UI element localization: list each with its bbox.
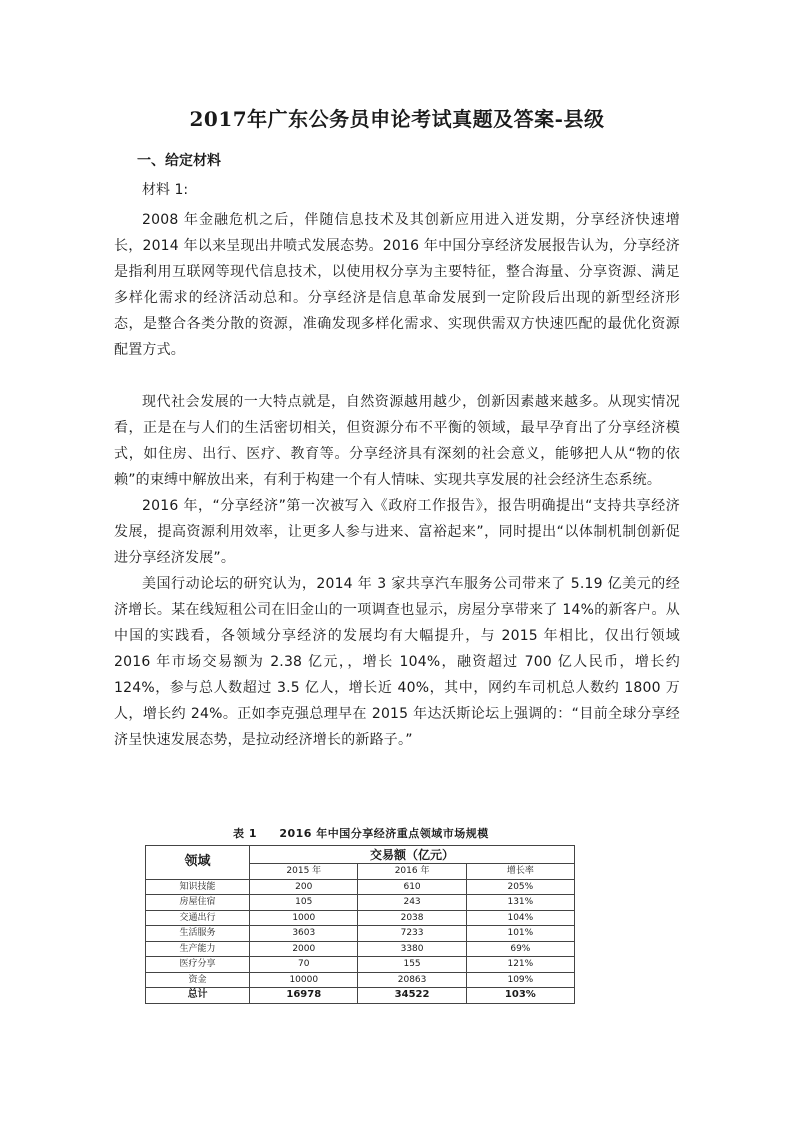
cell-growth: 104% [466, 910, 574, 926]
market-table-block [145, 825, 575, 1004]
cell-2015: 200 [250, 879, 358, 895]
header-2016: 2016 年 [358, 864, 466, 880]
cell-growth: 121% [466, 957, 574, 973]
paragraph-3: 2016 年，“分享经济”第一次被写入《政府工作报告》，报告明确提出“支持共享经济发展，提高资源利用效率，让更多人参与进来、富裕起来”，同时提出“以体制机制创新促进分享经济发展”。 [114, 498, 680, 566]
total-2016: 34522 [358, 988, 466, 1004]
table-total-row [146, 988, 575, 1004]
cell-field: 交通出行 [146, 910, 250, 926]
table-row [146, 941, 575, 957]
document-title: 2017年广东公务员申论考试真题及答案-县级 [189, 107, 605, 131]
paragraph-1: 2008 年金融危机之后，伴随信息技术及其创新应用进入迸发期，分享经济快速增长，2014 年以来呈现出井喷式发展态势。2016 年中国分享经济发展报告认为，分享经济是指利用互联网等现代信息技术，以使用权分享为主要特征，整合海量、分享资源、满足多样化需求的经济活动总和。分享经济是信息革命发展到一定阶段后出现的新型经济形态，是整合各类分散的资源，准确发现多样化需求、实现供需双方快速匹配的最优化资源配置方式。 [114, 212, 680, 358]
cell-field: 房屋住宿 [146, 895, 250, 911]
total-2015: 16978 [250, 988, 358, 1004]
cell-2015: 1000 [250, 910, 358, 926]
cell-field: 生产能力 [146, 941, 250, 957]
cell-2016: 243 [358, 895, 466, 911]
paragraph-gap [114, 363, 680, 389]
cell-field: 知识技能 [146, 879, 250, 895]
cell-2016: 610 [358, 879, 466, 895]
total-label: 总计 [146, 988, 250, 1004]
table-row [146, 879, 575, 895]
table-row [146, 895, 575, 911]
cell-2015: 70 [250, 957, 358, 973]
cell-2015: 2000 [250, 941, 358, 957]
cell-field: 生活服务 [146, 926, 250, 942]
table-body [146, 879, 575, 1003]
table-row [146, 926, 575, 942]
cell-2016: 7233 [358, 926, 466, 942]
cell-growth: 101% [466, 926, 574, 942]
cell-field: 资金 [146, 972, 250, 988]
section-heading: 一、给定材料 [137, 153, 221, 169]
cell-2016: 155 [358, 957, 466, 973]
cell-2015: 105 [250, 895, 358, 911]
table-caption-text: 2016 年中国分享经济重点领域市场规模 [279, 827, 489, 840]
header-transaction-volume: 交易额（亿元） [250, 846, 575, 864]
header-2015: 2015 年 [250, 864, 358, 880]
table-row [146, 910, 575, 926]
table-caption-number: 表 1 [233, 827, 257, 840]
table-row [146, 957, 575, 973]
header-field: 领域 [146, 846, 250, 880]
paragraph-2: 现代社会发展的一大特点就是，自然资源越用越少，创新因素越来越多。从现实情况看，正是在与人们的生活密切相关，但资源分布不平衡的领域，最早孕育出了分享经济模式，如住房、出行、医疗、教育等。分享经济具有深刻的社会意义，能够把人从“物的依赖”的束缚中解放出来，有利于构建一个有人情味、实现共享发展的社会经济生态系统。 [114, 394, 680, 488]
table-row [146, 972, 575, 988]
cell-2016: 3380 [358, 941, 466, 957]
cell-growth: 69% [466, 941, 574, 957]
header-growth: 增长率 [466, 864, 574, 880]
paragraph-4: 美国行动论坛的研究认为，2014 年 3 家共享汽车服务公司带来了 5.19 亿美元的经济增长。某在线短租公司在旧金山的一项调查也显示，房屋分享带来了 14%的新客户。从中国的实践看，各领域分享经济的发展均有大幅提升，与 2015 年相比，仅出行领域 2016 年市场交易额为 2.38 亿元，，增长 104%，融资超过 700 亿人民币，增长约 124%，参与总人数超过 3.5 亿人，增长近 40%，其中，网约车司机总人数约 1800 万人，增长约 24%。正如李克强总理早在 2015 年达沃斯论坛上强调的：“目前全球分享经济呈快速发展态势，是拉动经济增长的新路子。” [114, 576, 680, 748]
market-size-table [145, 845, 575, 1004]
cell-2016: 2038 [358, 910, 466, 926]
cell-2015: 3603 [250, 926, 358, 942]
table-caption [233, 825, 575, 841]
cell-growth: 205% [466, 879, 574, 895]
cell-2016: 20863 [358, 972, 466, 988]
material-label: 材料 1: [142, 182, 189, 198]
total-growth: 103% [466, 988, 574, 1004]
cell-field: 医疗分享 [146, 957, 250, 973]
cell-growth: 109% [466, 972, 574, 988]
cell-2015: 10000 [250, 972, 358, 988]
cell-growth: 131% [466, 895, 574, 911]
